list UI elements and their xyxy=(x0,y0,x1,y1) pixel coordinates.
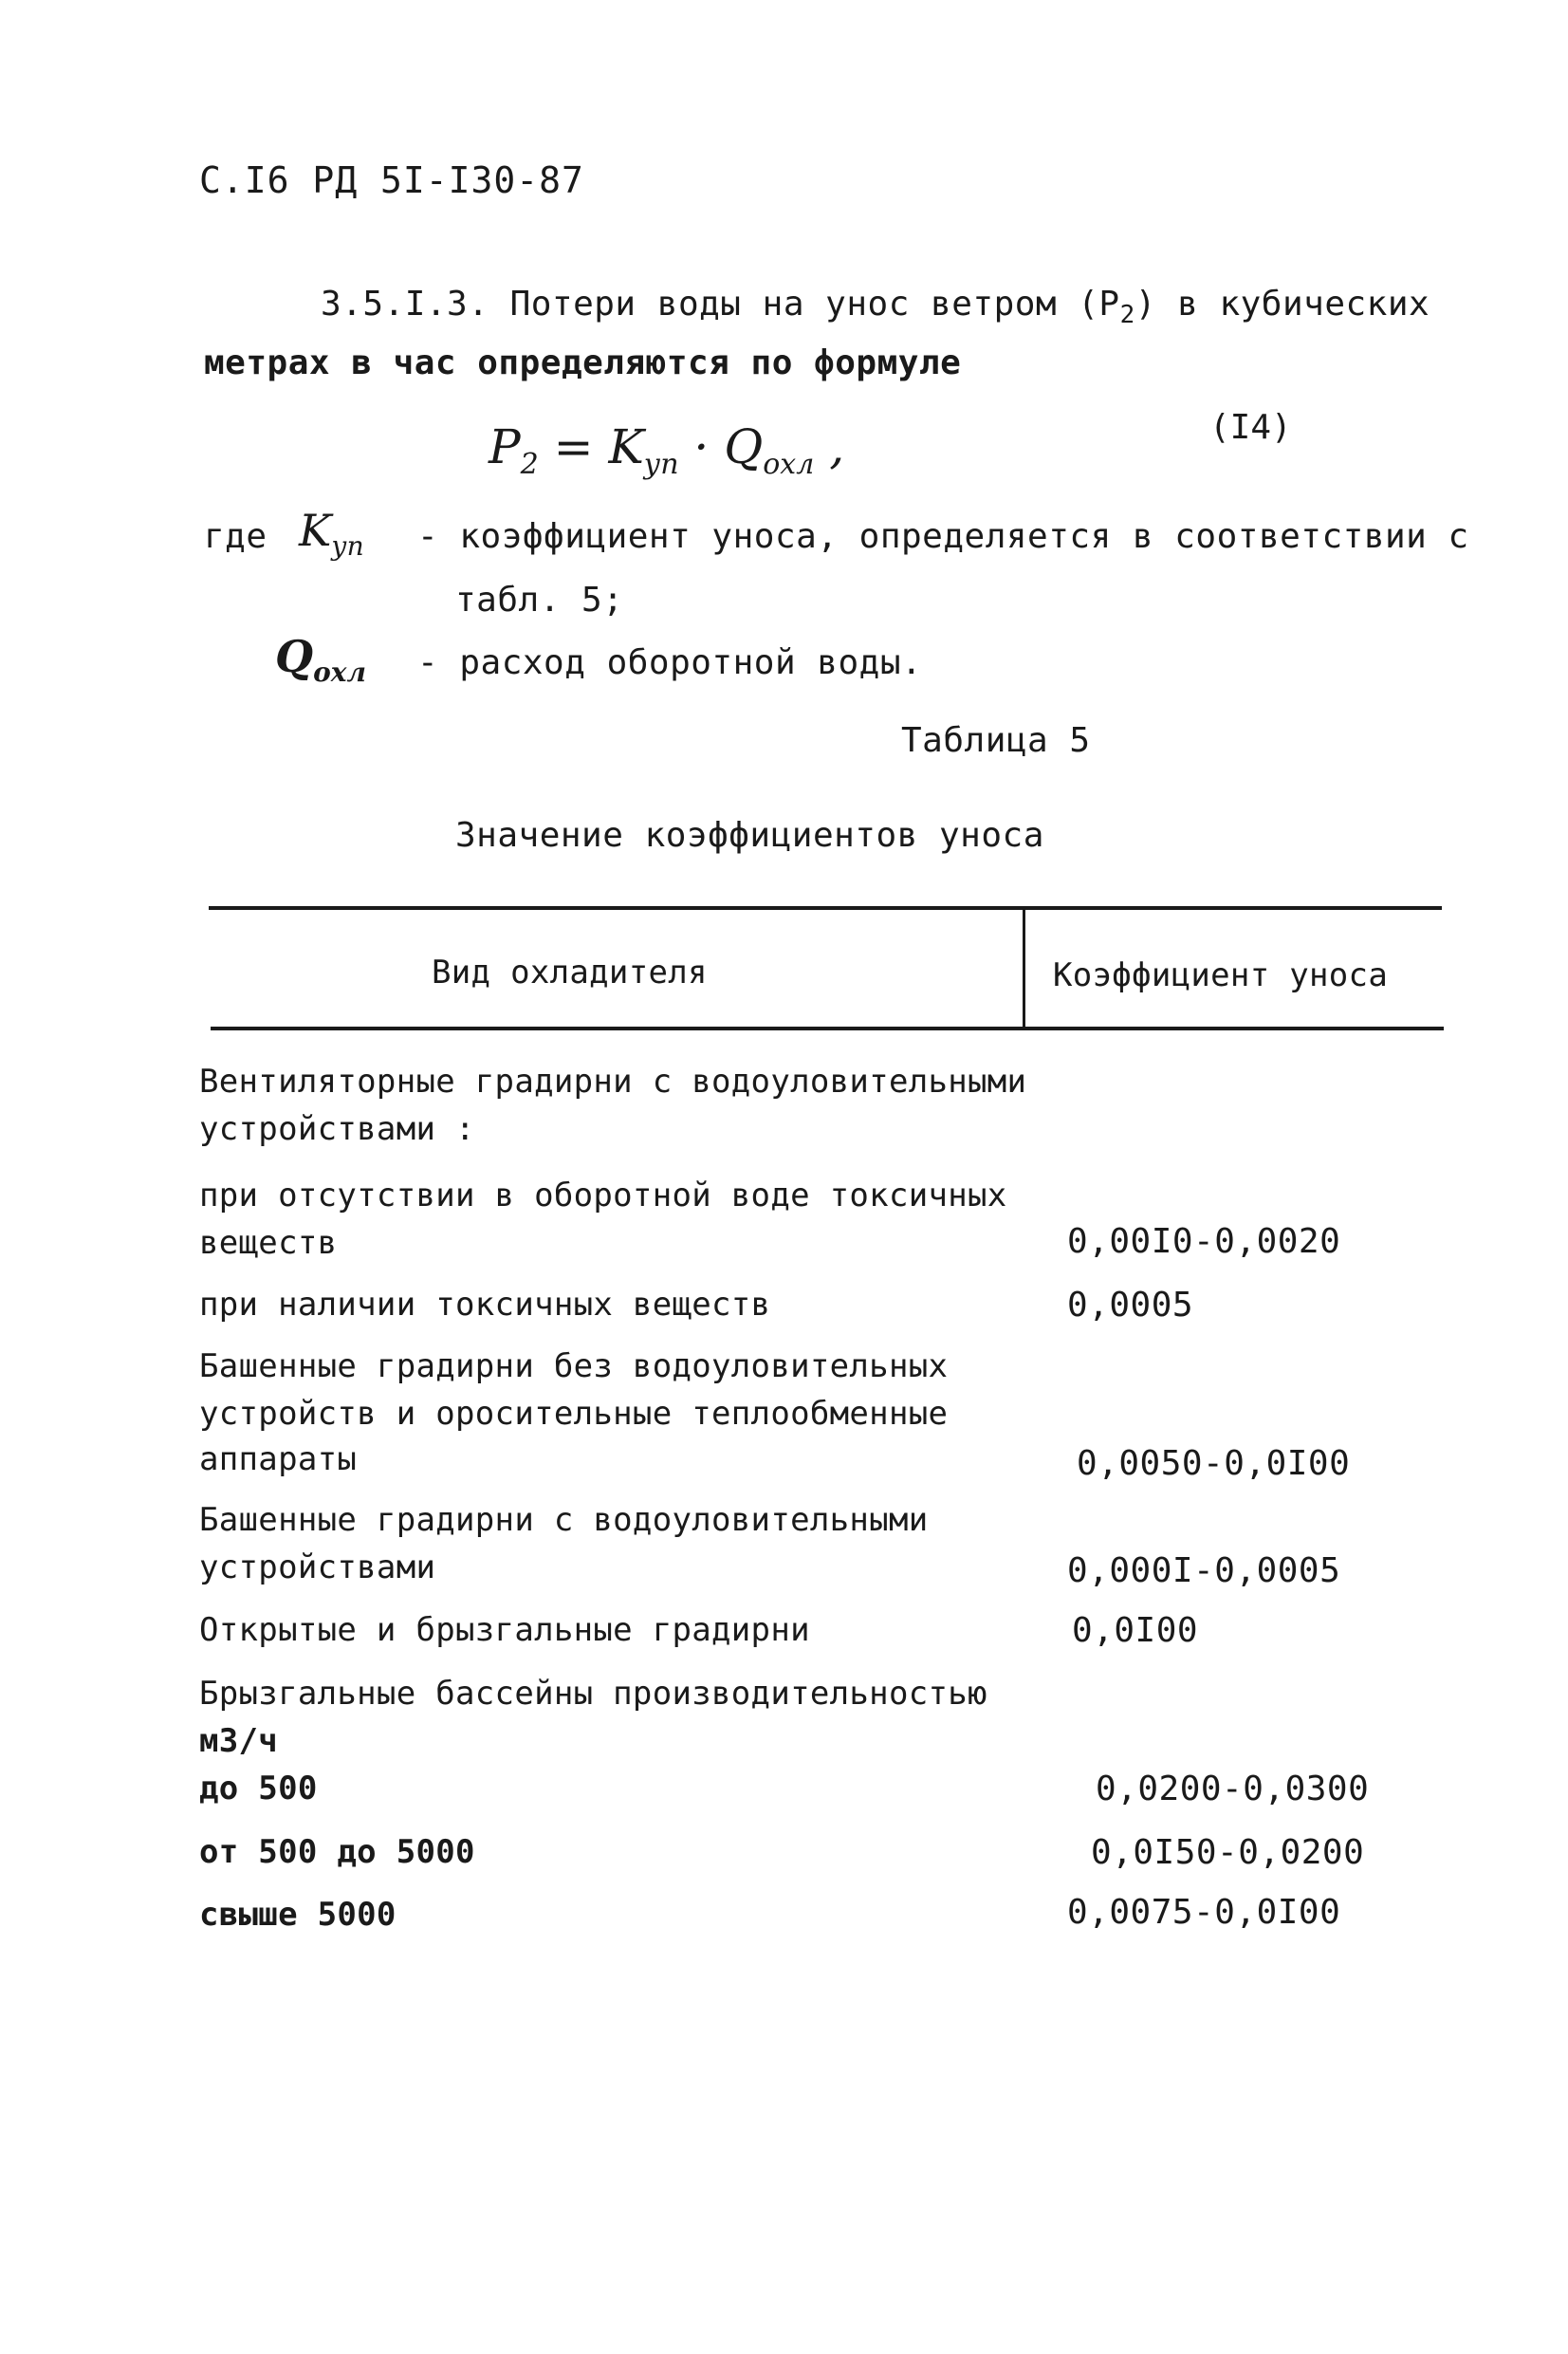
formula-q: Q xyxy=(724,419,764,474)
table-row-label: до 500 xyxy=(199,1770,318,1807)
table-row-label: Вентиляторные градирни с водоуловительными xyxy=(199,1063,1027,1101)
table-header-bottom-rule xyxy=(211,1027,1444,1030)
table-row-label: аппараты xyxy=(199,1440,358,1478)
page-header: С.I6 РД 5I-I30-87 xyxy=(199,159,584,201)
equation-number: (I4) xyxy=(1209,408,1292,447)
table-row-label: устройствами : xyxy=(199,1110,475,1148)
table-row-label: Брызгальные бассейны производительностью xyxy=(199,1675,987,1713)
where-label: где xyxy=(204,517,267,556)
table-header-divider xyxy=(1023,906,1025,1029)
table-row-label: м3/ч xyxy=(199,1722,279,1760)
q-symbol-sub: охл xyxy=(313,657,366,689)
k-symbol xyxy=(299,505,364,562)
table-row-label: устройствами xyxy=(199,1548,436,1586)
k-symbol-main: K xyxy=(299,505,332,556)
table-row-label: устройств и оросительные теплообменные xyxy=(199,1395,949,1433)
intro-line-1-end: ) в кубических xyxy=(1134,285,1430,324)
table-row-label: веществ xyxy=(199,1224,338,1262)
column-header-cooler-type: Вид охладителя xyxy=(432,954,708,992)
table-row-value: 0,00I0-0,0020 xyxy=(1067,1222,1341,1261)
formula-k-sub: уп xyxy=(643,448,679,481)
table-row-value: 0,0050-0,0I00 xyxy=(1077,1444,1351,1483)
formula-p-sub: 2 xyxy=(520,448,539,481)
k-description-line-1: - коэффициент уноса, определяется в соответствии с xyxy=(417,517,1469,556)
table-caption: Значение коэффициентов уноса xyxy=(455,816,1044,855)
formula-dot: · xyxy=(678,419,725,474)
table-row-value: 0,0I00 xyxy=(1072,1611,1199,1650)
formula-p: P xyxy=(489,419,521,474)
table-row-value: 0,0075-0,0I00 xyxy=(1067,1893,1341,1932)
table-row-value: 0,0I50-0,0200 xyxy=(1091,1833,1365,1872)
table-row-label: при наличии токсичных веществ xyxy=(199,1286,771,1324)
intro-line-2: метрах в час определяются по формуле xyxy=(204,343,962,382)
table-row-label: при отсутствии в оборотной воде токсичных xyxy=(199,1177,1007,1214)
table-row-value: 0,0005 xyxy=(1067,1286,1194,1325)
table-row-label: Открытые и брызгальные градирни xyxy=(199,1611,810,1649)
table-top-rule xyxy=(209,906,1442,910)
k-symbol-sub: уп xyxy=(331,530,364,563)
formula-k: K xyxy=(608,419,644,474)
formula-14 xyxy=(489,419,844,481)
intro-line-1-text: 3.5.I.3. Потери воды на унос ветром (P xyxy=(321,285,1120,324)
q-description: - расход оборотной воды. xyxy=(417,643,923,682)
formula-comma: , xyxy=(814,419,845,474)
formula-q-sub: охл xyxy=(763,448,815,481)
q-symbol xyxy=(275,631,366,688)
intro-line-1 xyxy=(321,285,1430,329)
table-row-label: Башенные градирни с водоуловительными xyxy=(199,1501,929,1539)
formula-eq: = xyxy=(538,419,609,474)
table-row-label: свыше 5000 xyxy=(199,1896,397,1934)
table-row-value: 0,000I-0,0005 xyxy=(1067,1551,1341,1590)
table-label: Таблица 5 xyxy=(901,721,1091,760)
table-row-value: 0,0200-0,0300 xyxy=(1096,1770,1370,1808)
column-header-coefficient: Коэффициент уноса xyxy=(1053,956,1389,994)
q-symbol-main: Q xyxy=(275,631,314,682)
table-row-label: Башенные градирни без водоуловительных xyxy=(199,1347,949,1385)
table-row-label: от 500 до 5000 xyxy=(199,1833,475,1871)
k-description-line-2: табл. 5; xyxy=(455,581,624,620)
intro-sub: 2 xyxy=(1119,301,1135,330)
